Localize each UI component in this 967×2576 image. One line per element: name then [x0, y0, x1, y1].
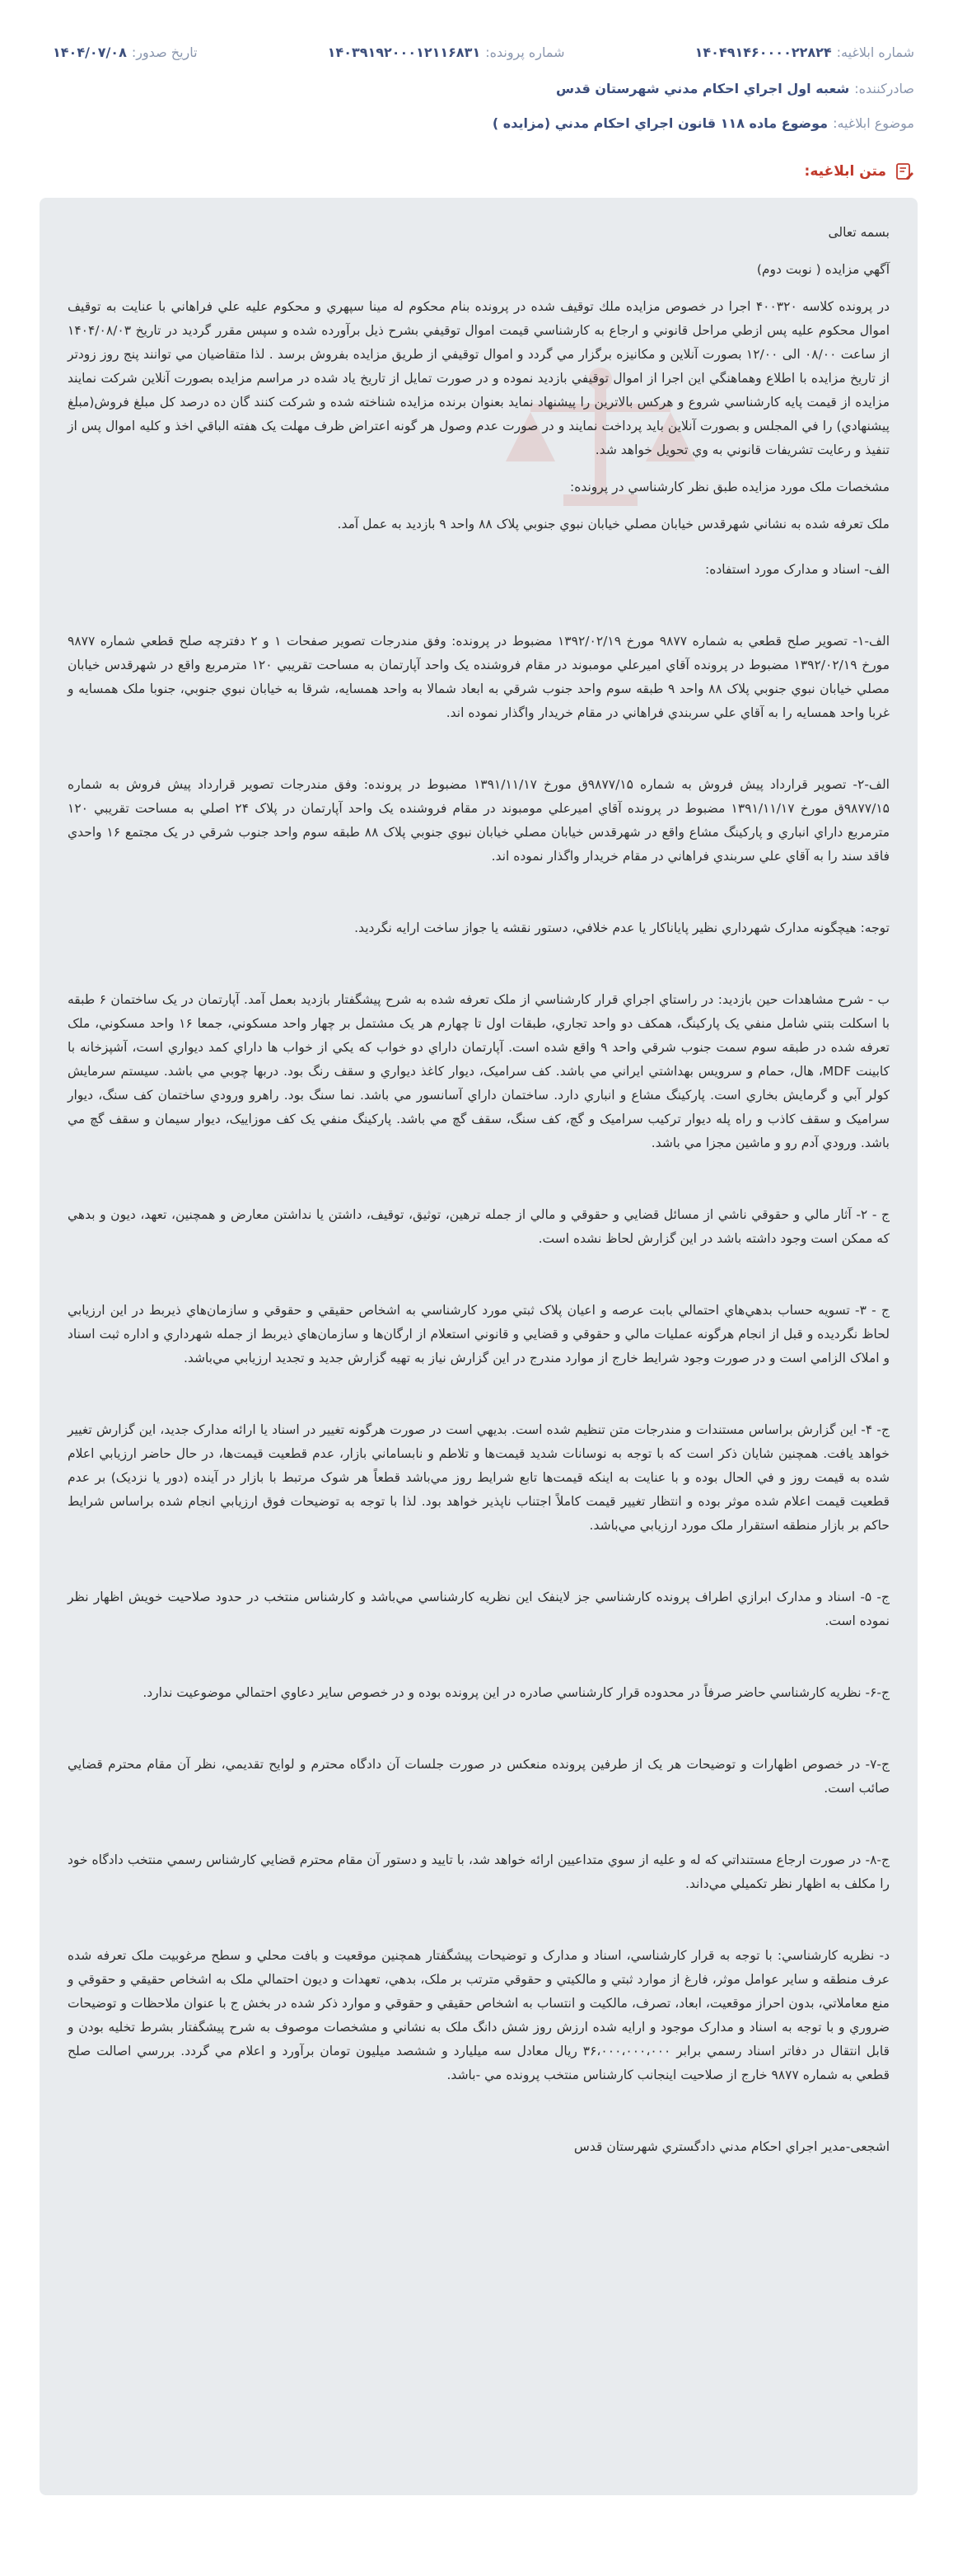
jim-2-paragraph: ج - ۲- آثار مالي و حقوقي ناشي از مسائل قضايي و حقوقي و مالي از جمله ترهين، توثيق، توقيف، داشتن يا نداشتن معارض و همچنين، تعهد، ديون و بدهي که ممکن است وجود داشته باشد در اين گزارش لحاظ نشده است. — [68, 1207, 890, 1246]
intro-paragraph: در پرونده كلاسه ۴۰۰۳۲۰ اجرا در خصوص مزايده ملك توقيف شده در پرونده بنام محكوم له مينا سپهري و محكوم عليه علي فراهاني با عنايت به توقيف اموال محكوم عليه پس ازطي مراحل قانوني و ارجاع به كارشناسي قيمت اموال توقيفي بشرح ذيل برآورده شده و سپس مقرر گرديد در تاريخ ۱۴۰۴/۰۸/۰۳ از ساعت ۰۸/۰۰ الی ۱۲/۰۰ بصورت آنلاين و مكانيزه برگزار مي گردد و اموال توقيفي از طريق مزايده بفروش برسد . لذا متقاضيان مي توانند پنج روز زودتر از تاريخ مزايده با اطلاع وهماهنگي اين اجرا از اموال توقيفي بازديد نموده و در صورت تمايل از تاريخ ياد شده در مراسم مزايده بصورت آنلاين شركت نمايند مزايده از قيمت پايه كارشناسي شروع و هركس بالاترين را پيشنهاد نمايد بعنوان برنده مزايده شناخته شده و شركت كنند گان ده درصد كل مبلغ فروش(مبلغ پيشنهادي) را في المجلس و بصورت آنلاين بايد پرداخت نمايند و در صورت عدم وصول هر گونه اعتراض ظرف مهلت يک هفته الباقي اخذ و كليه اموال پس از تنفيذ و رعايت تشريفات قانوني به وي تحويل خواهد شد. — [68, 299, 890, 457]
issuer-value: شعبه اول اجراي احكام مدني شهرستان قدس — [556, 81, 850, 96]
subject-label: موضوع ابلاغيه: — [833, 115, 914, 131]
issue-date-label: تاريخ صدور: — [131, 44, 198, 60]
case-number-label: شماره پرونده: — [485, 44, 565, 60]
subject-value: موضوع ماده ۱۱۸ قانون اجراي احکام مدني (مزايده ) — [492, 115, 829, 131]
notice-text-title: متن ابلاغيه: — [804, 163, 886, 180]
issuer-line — [53, 81, 914, 96]
issuer-label: صادرکننده: — [854, 81, 914, 96]
case-number-value: ۱۴۰۳۹۱۹۲۰۰۰۱۲۱۱۶۸۳۱ — [327, 44, 481, 60]
be-paragraph: ب - شرح مشاهدات حين بازديد: در راستاي اجراي قرار کارشناسي از ملک تعرفه شده به شرح پيشگفتار بازديد بعمل آمد. آپارتمان در يک ساختمان ۶ طبقه با اسکلت بتني شامل منفي يک پارکينگ، همکف دو واحد تجاري، طبقات اول تا چهارم هر يک مشتمل بر چهار واحد مسکوني، جمعا ۱۶ واحد مسکوني، ملک تعرفه شده در طبقه سوم سمت جنوب شرقي واحد ۹ واقع شده است. آپارتمان داراي دو خواب که يکي از خواب ها داراي کمد ديواري است، آشپزخانه با کابينت MDF، هال، حمام و سرويس بهداشتي ايراني مي باشد. کف سراميک، ديوار کاغذ ديواري و سقف رنگ بود. دربها چوبي مي باشد. سيستم سرمايش کولر آبي و گرمايش بخاري است. پارکينگ مشاع و انباري دارد. ساختمان داراي آسانسور مي باشد. نما سنگ بود. راهرو ورودي ساختمان کف سنگ، ديوار سراميک و سقف کاذب و راه پله ديوار ترکيب سراميک و گچ، کف سنگ، سقف گچ مي باشد. پارکينگ منفي يک کف موزاييک، ديوار سيمان و سقف گچ مي باشد. ورودي آدم رو و ماشين مجزا مي باشد. — [68, 992, 890, 1150]
notice-meta-row — [53, 44, 914, 60]
issue-date-value: ۱۴۰۴/۰۷/۰۸ — [53, 44, 127, 60]
notice-number-label: شماره ابلاغيه: — [836, 44, 914, 60]
jim-3-paragraph: ج - ۳- تسويه حساب بدهي‌هاي احتمالي بابت عرصه و اعيان پلاک ثبتي مورد کارشناسي به اشخاص حقيقي و حقوقي و سازمان‌هاي ذيربط در اين ارزيابي لحاظ نگرديده و قبل از انجام هرگونه عمليات مالي و حقوقي و قضايي و قانوني استعلام از ارگان‌ها و سازمان‌هاي ذيربط از جمله شهرداري و اداره ثبت اسناد و املاک الزامي است و در صورت وجود شرايط خارج از موارد مندرج در اين گزارش نياز به تهيه گزارش جديد و تجديد ارزيابي مي‌باشد. — [68, 1303, 890, 1365]
issue-date — [53, 44, 198, 60]
document-edit-icon — [895, 162, 914, 181]
note-paragraph: توجه: هيچگونه مدارک شهرداري نظير پاياناکار يا عدم خلافي، دستور نقشه يا جواز ساخت ارايه نگرديد. — [354, 920, 890, 935]
notice-number-value: ۱۴۰۴۹۱۴۶۰۰۰۰۲۲۸۲۴ — [694, 44, 832, 60]
alef-2-paragraph: الف-۲- تصوير قرارداد پيش فروش به شماره ۹۸۷۷/۱۵ق مورخ ۱۳۹۱/۱۱/۱۷ مضبوط در پرونده: وفق مندرجات تصوير قرارداد پيش فروش به شماره ۹۸۷۷/۱۵ق مورخ ۱۳۹۱/۱۱/۱۷ مضبوط در پرونده آقاي اميرعلي مومبوند در مقام فروشنده يک واحد آپارتمان در پلاک ۲۴ اصلي به مساحت تقريبي ۱۲۰ مترمربع داراي انباري و پارکينگ مشاع واقع در شهرقدس خيابان مصلي خيابان نبوي جنوبي پلاک ۸۸ طبقه سوم واحد جنوب شرقي در يک مجتمع ۱۶ واحدي فاقد سند را به آقاي علي سربندي فراهاني در مقام خريدار واگذار نموده اند. — [68, 777, 890, 864]
jim-5-paragraph: ج- ۵- اسناد و مدارک ابرازي اطراف پرونده کارشناسي جز لاينفک اين نظريه کارشناسي مي‌باشد و کارشناس منتخب در حدود صلاحيت خويش اظهار نظر نموده است. — [68, 1590, 890, 1628]
specs-heading: مشخصات ملک مورد مزايده طبق نظر کارشناسي در پرونده: — [570, 480, 890, 494]
jim-7-paragraph: ج-۷- در خصوص اظهارات و توضيحات هر يک از طرفين پرونده منعکس در صورت جلسات آن دادگاه محترم و لوايح تقديمي، نظر آن مقام محترم قضايي صائب است. — [68, 1757, 890, 1796]
alef-1-paragraph: الف-۱- تصوير صلح قطعي به شماره ۹۸۷۷ مورخ ۱۳۹۲/۰۲/۱۹ مضبوط در پرونده: وفق مندرجات تصوير صفحات ۱ و ۲ دفترچه صلح قطعي شماره ۹۸۷۷ مورخ ۱۳۹۲/۰۲/۱۹ مضبوط در پرونده آقاي اميرعلي مومبوند در مقام فروشنده يک واحد آپارتمان به مساحت تقريبي ۱۲۰ مترمربع واقع در شهرقدس خيابان مصلي خيابان نبوي جنوبي پلاک ۸۸ واحد ۹ طبقه سوم واحد جنوب شرقي به ابعاد شمالا به واحد همسايه، شرقا به خيابان نبوي جنوبي، جنوبا ملک همسايه و غربا واحد همسايه را به آقاي علي سربندي فراهاني در مقام خريدار واگذار نموده اند. — [68, 634, 890, 720]
signature-line: اشجعی-مدير اجراي احكام مدني دادگستري شهرستان قدس — [573, 2139, 890, 2154]
specs-paragraph: ملک تعرفه شده به نشاني شهرقدس خيابان مصلي خيابان نبوي جنوبي پلاک ۸۸ واحد ۹ بازديد به عمل آمد. — [337, 517, 890, 532]
jim-8-paragraph: ج-۸- در صورت ارجاع مستنداتي که له و عليه از سوي متداعيين ارائه خواهد شد، با تاييد و دستور آن مقام محترم قضايي کارشناس رسمي منتخب دادگاه خود را مکلف به اظهار نظر تکميلي مي‌داند. — [68, 1852, 890, 1891]
jim-6-paragraph: ج-۶- نظريه کارشناسي حاضر صرفاً در محدوده قرار کارشناسي صادره در اين پرونده بوده و در خصوص ساير دعاوي احتمالي موضوعيت ندارد. — [142, 1685, 890, 1700]
notice-text-header — [805, 162, 914, 181]
salutation: بسمه تعالی — [828, 225, 890, 240]
dal-paragraph: د- نظريه کارشناسي: با توجه به قرار کارشناسي، اسناد و مدارک و توضيحات پيشگفتار همچنين موقعيت و بافت محلي و سطح مرغوبيت ملک تعرفه شده عرف منطقه و ساير عوامل موثر، فارغ از موارد ثبتي و مالکيتي و حقوقي مترتب بر ملک، بدهي، تعهدات و ديون احتمالي ملک به اشخاص حقيقي و حقوقي و منع معاملاتي، بدون احراز موقعيت، ابعاد، تصرف، مالکيت و انتساب به اشخاص حقيقي و حقوقي و موارد ذکر شده در بخش ج با عنوان ملاحظات و توضيحات ضروري و با توجه به اسناد و مدارک موجود و ارايه شده ارزش روز شش دانگ ملک به نشاني و مشخصات موصوف به شرح پيشگفتار بشرط تخليه بودن و قابل انتقال در دفاتر اسناد رسمي برابر ۳۶،۰۰۰،۰۰۰،۰۰۰ ريال معادل سه ميليارد و ششصد ميليون تومان برآورد و اعلام مي گردد. بررسي اصالت صلح قطعي به شماره ۹۸۷۷ خارج از صلاحيت اينجانب کارشناس منتخب پرونده مي -باشد. — [68, 1948, 890, 2082]
case-number — [328, 44, 565, 60]
documents-heading: الف- اسناد و مدارک مورد استفاده: — [705, 562, 890, 577]
notice-number — [695, 44, 914, 60]
subject-line — [53, 115, 914, 131]
auction-heading: آگهي مزايده ( نوبت دوم) — [756, 262, 890, 277]
notice-text-box — [40, 198, 918, 2495]
jim-4-paragraph: ج- ۴- اين گزارش براساس مستندات و مندرجات متن تنظيم شده است. بديهي است در صورت هرگونه تغيير در اسناد يا ارائه مدارک جديد، اين گزارش تغيير خواهد يافت. همچنين شايان ذکر است که با توجه به نوسانات شديد قيمت‌ها و تلاطم و نابساماني بازار، عدم قطعيت قيمت‌ها، در حال حاضر ارزيابي اعلام شده به قيمت روز و في الحال بوده و با عنايت به اينکه قيمت‌ها تابع شرايط روز مي‌باشد قطعاً هر شوک مرتبط با بازار در آينده (دور يا نزديک) بر عدم قطعيت قيمت اعلام شده موثر بوده و انتظار تغيير قيمت کاملاً اجتناب ناپذير خواهد بود. لذا با توجه به توضيحات فوق ارزيابي انجام شده براساس شرايط حاکم بر بازار منطقه استقرار ملک مورد ارزيابي مي‌باشد. — [68, 1422, 890, 1533]
